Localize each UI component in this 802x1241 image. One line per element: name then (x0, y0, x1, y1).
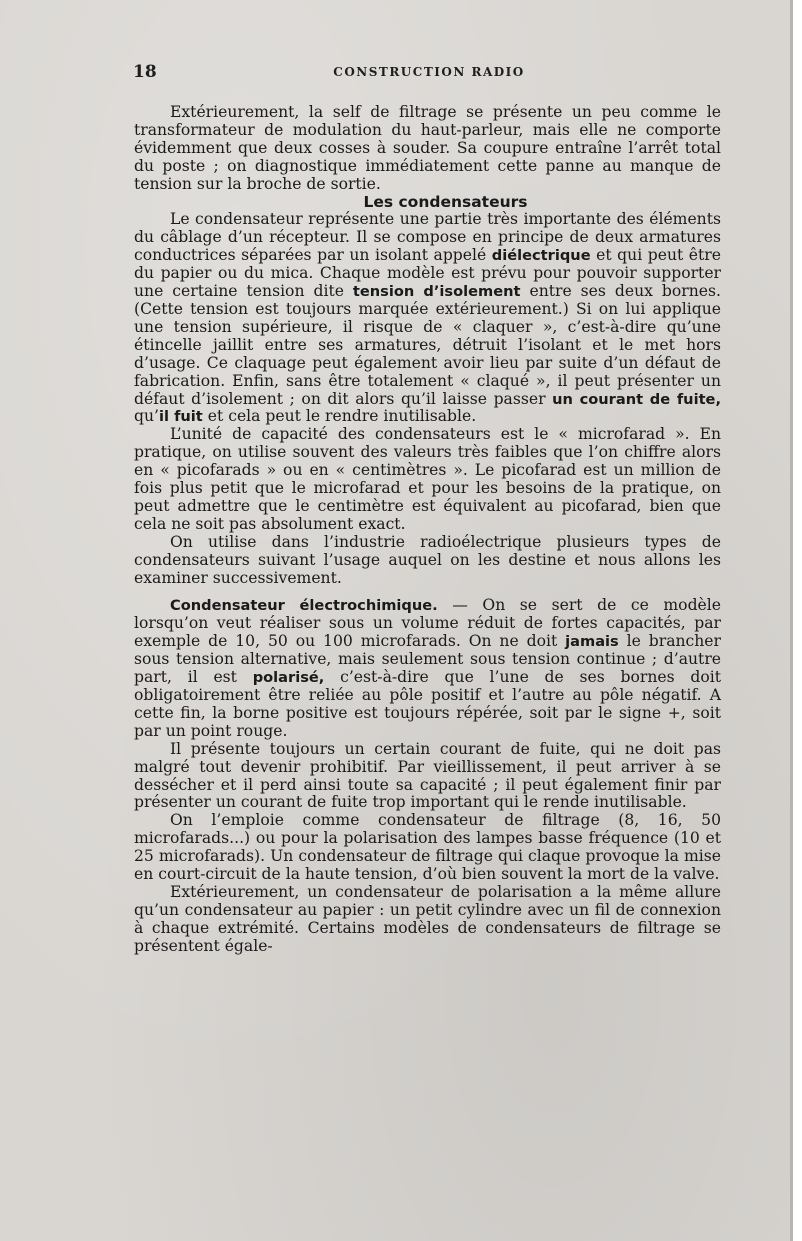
body-text (134, 104, 721, 956)
intro-paragraph: Extérieurement, la self de filtrage se présente un peu comme le transformateur de modulation du haut-parleur, mais elle ne comporte évidemment que deux cosses à souder. Sa coupure entraîne l’arrêt total du poste ; on diagnostique immédiatement cette panne au manque de tension sur la broche de sortie. (134, 103, 721, 193)
text-run: qu’ (134, 407, 159, 426)
bold-term-polarise: polarisé, (252, 669, 325, 687)
bold-term-il-fuit: il fuit (158, 408, 203, 426)
bold-term-jamais: jamais (565, 633, 619, 651)
paragraph-emploi: On l’emploie comme condensateur de filtrage (8, 16, 50 microfarads...) ou pour la polarisation des lampes basse fréquence (10 et 25 microfarads). Un condensateur de filtrage qui claque provoque la mise en court-circuit de la haute tension, d’où bien souvent la mort de la valve. (134, 811, 721, 884)
paragraph-types: On utilise dans l’industrie radioélectrique plusieurs types de condensateurs suivant l’usage auquel on les destine et nous allons les examiner successivement. (134, 532, 721, 587)
text-run: c’est-à-dire que l’une de ses bornes doit obligatoirement être reliée au pôle positif et l’autre au pôle négatif. A cette fin, la borne positive est toujours répérée, soit par le signe +, soit par un point rouge. (134, 668, 721, 740)
text-run: — On se sert de ce modèle lorsqu’on veut réaliser sous un volume réduit de fortes capacités, par exemple de 10, 50 ou 100 microfarads. On ne doit (134, 596, 721, 651)
paragraph-condensateur (134, 211, 721, 426)
section-heading: Les condensateurs (363, 192, 528, 211)
bold-term-dielectrique: diélectrique (491, 247, 591, 265)
running-head: CONSTRUCTION RADIO (333, 65, 525, 79)
text-run: entre ses deux bornes. (Cette tension est toujours marquée extérieurement.) Si on lui applique une tension supérieure, il risque de « claquer », c’est-à-dire qu’une étincelle jaillit entre ses armatures, détruit l’isolant et le met hors d’usage. Ce claquage peut également avoir lieu par suite d’un défaut de fabrication. Enfin, sans être totalement « claqué », il peut présenter un défaut d’isolement ; on dit alors qu’il laisse passer (134, 282, 721, 408)
page-number: 18 (133, 62, 157, 82)
page-header (133, 62, 725, 84)
text-run: le brancher sous tension alternative, mais seulement sous tension continue ; d’autre part, il est (134, 632, 721, 687)
paragraph-unite-capacite: L’unité de capacité des condensateurs est le « microfarad ». En pratique, on utilise souvent des valeurs très faibles que l’on chiffre alors en « picofarads » ou en « centimètres ». Le picofarad est un million de fois plus petit que le microfarad et pour les besoins de la pratique, on peut admettre que le centimètre est équivalent au picofarad, bien que cela ne soit pas absolument exact. (134, 425, 721, 533)
text-run: Le condensateur représente une partie très importante des éléments du câblage d’un récepteur. Il se compose en principe de deux armatures conductrices séparées par un isolant appelé (134, 210, 721, 265)
run-in-heading: Condensateur électrochimique. (170, 597, 438, 615)
text-run: et cela peut le rendre inutilisable. (202, 407, 477, 426)
paragraph-exterieurement: Extérieurement, un condensateur de polarisation a la même allure qu’un condensateur au papier : un petit cylindre avec un fil de connexion à chaque extrémité. Certains modèles de condensateurs de filtrage se présentent égale- (134, 882, 721, 955)
paragraph-courant-fuite: Il présente toujours un certain courant de fuite, qui ne doit pas malgré tout devenir prohibitif. Par vieillissement, il peut arriver à se dessécher et il perd ainsi toute sa capacité ; il peut également finir par présenter un courant de fuite trop important qui le rende inutilisable. (134, 739, 721, 812)
bold-term-tension-isolement: tension d’isolement (352, 283, 521, 301)
bold-term-courant-fuite: un courant de fuite, (552, 390, 721, 408)
text-run: et qui peut être du papier ou du mica. Chaque modèle est prévu pour pouvoir supporter une certaine tension dite (134, 246, 721, 301)
paragraph-electrochimique (134, 597, 721, 740)
